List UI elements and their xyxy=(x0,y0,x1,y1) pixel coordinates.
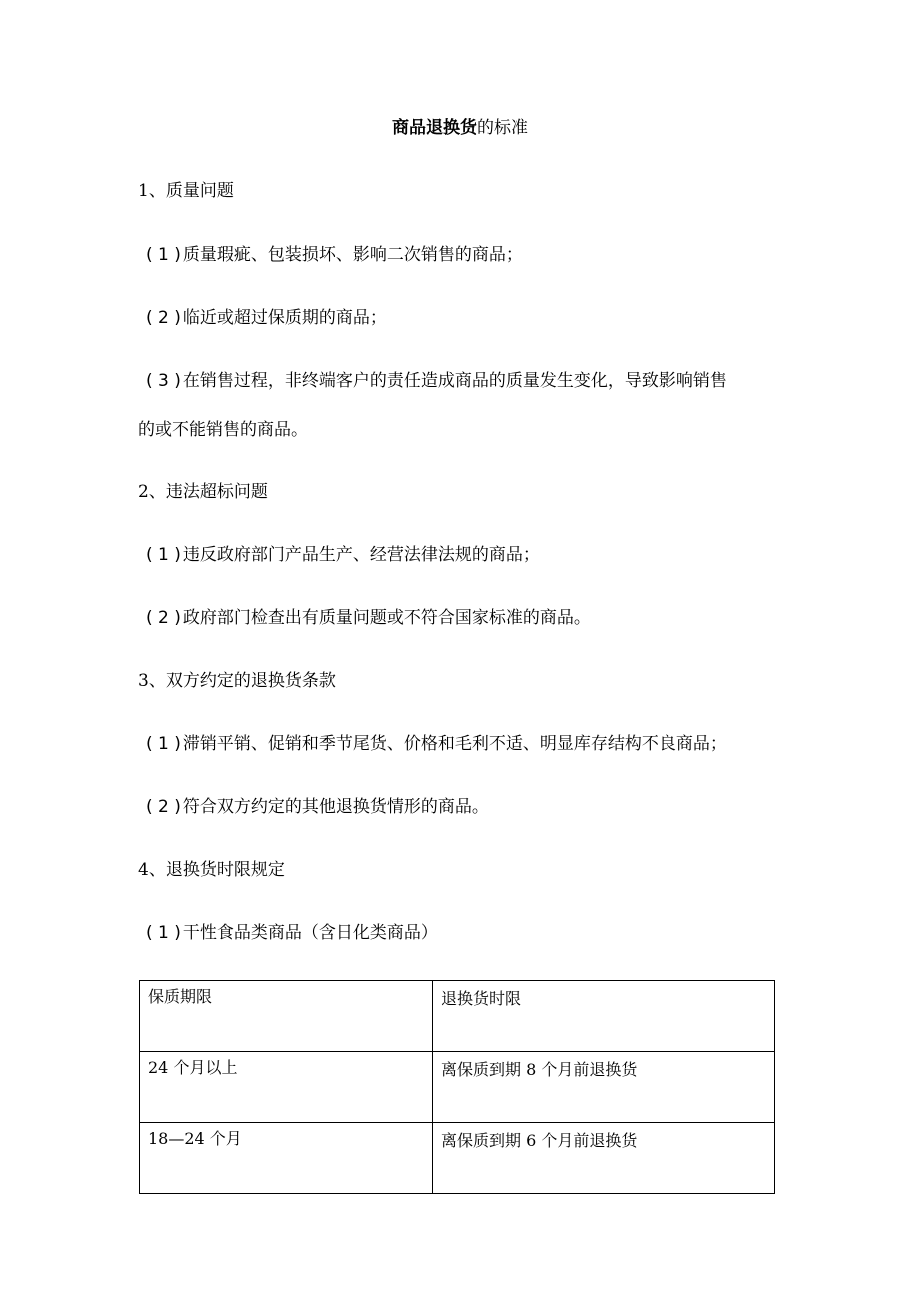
section-heading-violation: 2、违法超标问题 xyxy=(138,482,268,502)
document-title: 商品退换货的标准 xyxy=(392,118,528,138)
table-header-row xyxy=(140,981,775,1052)
table-header-cell: 退换货时限 xyxy=(433,981,775,1052)
list-item-continuation: 的或不能销售的商品。 xyxy=(138,420,308,440)
table-cell: 离保质到期 8 个月前退换货 xyxy=(433,1052,775,1123)
section-heading-quality: 1、质量问题 xyxy=(138,181,234,201)
list-item: ( 3 ) 在销售过程，非终端客户的责任造成商品的质量发生变化，导致影响销售 xyxy=(146,371,727,391)
return-period-table xyxy=(139,980,775,1194)
table-cell: 24 个月以上 xyxy=(140,1052,433,1123)
table-row xyxy=(140,1052,775,1123)
list-item: ( 1 ) 违反政府部门产品生产、经营法律法规的商品； xyxy=(146,545,540,565)
list-item: ( 1 ) 滞销平销、促销和季节尾货、价格和毛利不适、明显库存结构不良商品； xyxy=(146,734,727,754)
table-row xyxy=(140,1123,775,1194)
list-item: ( 2 ) 政府部门检查出有质量问题或不符合国家标准的商品。 xyxy=(146,608,591,628)
list-item: ( 1 ) 干性食品类商品（含日化类商品） xyxy=(146,923,438,943)
list-item: ( 1 ) 质量瑕疵、包装损坏、影响二次销售的商品； xyxy=(146,245,523,265)
list-item: ( 2 ) 符合双方约定的其他退换货情形的商品。 xyxy=(146,797,489,817)
list-item: ( 2 ) 临近或超过保质期的商品； xyxy=(146,308,387,328)
table-header-cell: 保质期限 xyxy=(140,981,433,1052)
section-heading-time-limit: 4、退换货时限规定 xyxy=(138,860,285,880)
table-cell: 18—24 个月 xyxy=(140,1123,433,1194)
table-cell: 离保质到期 6 个月前退换货 xyxy=(433,1123,775,1194)
section-heading-agreement: 3、双方约定的退换货条款 xyxy=(138,671,336,691)
